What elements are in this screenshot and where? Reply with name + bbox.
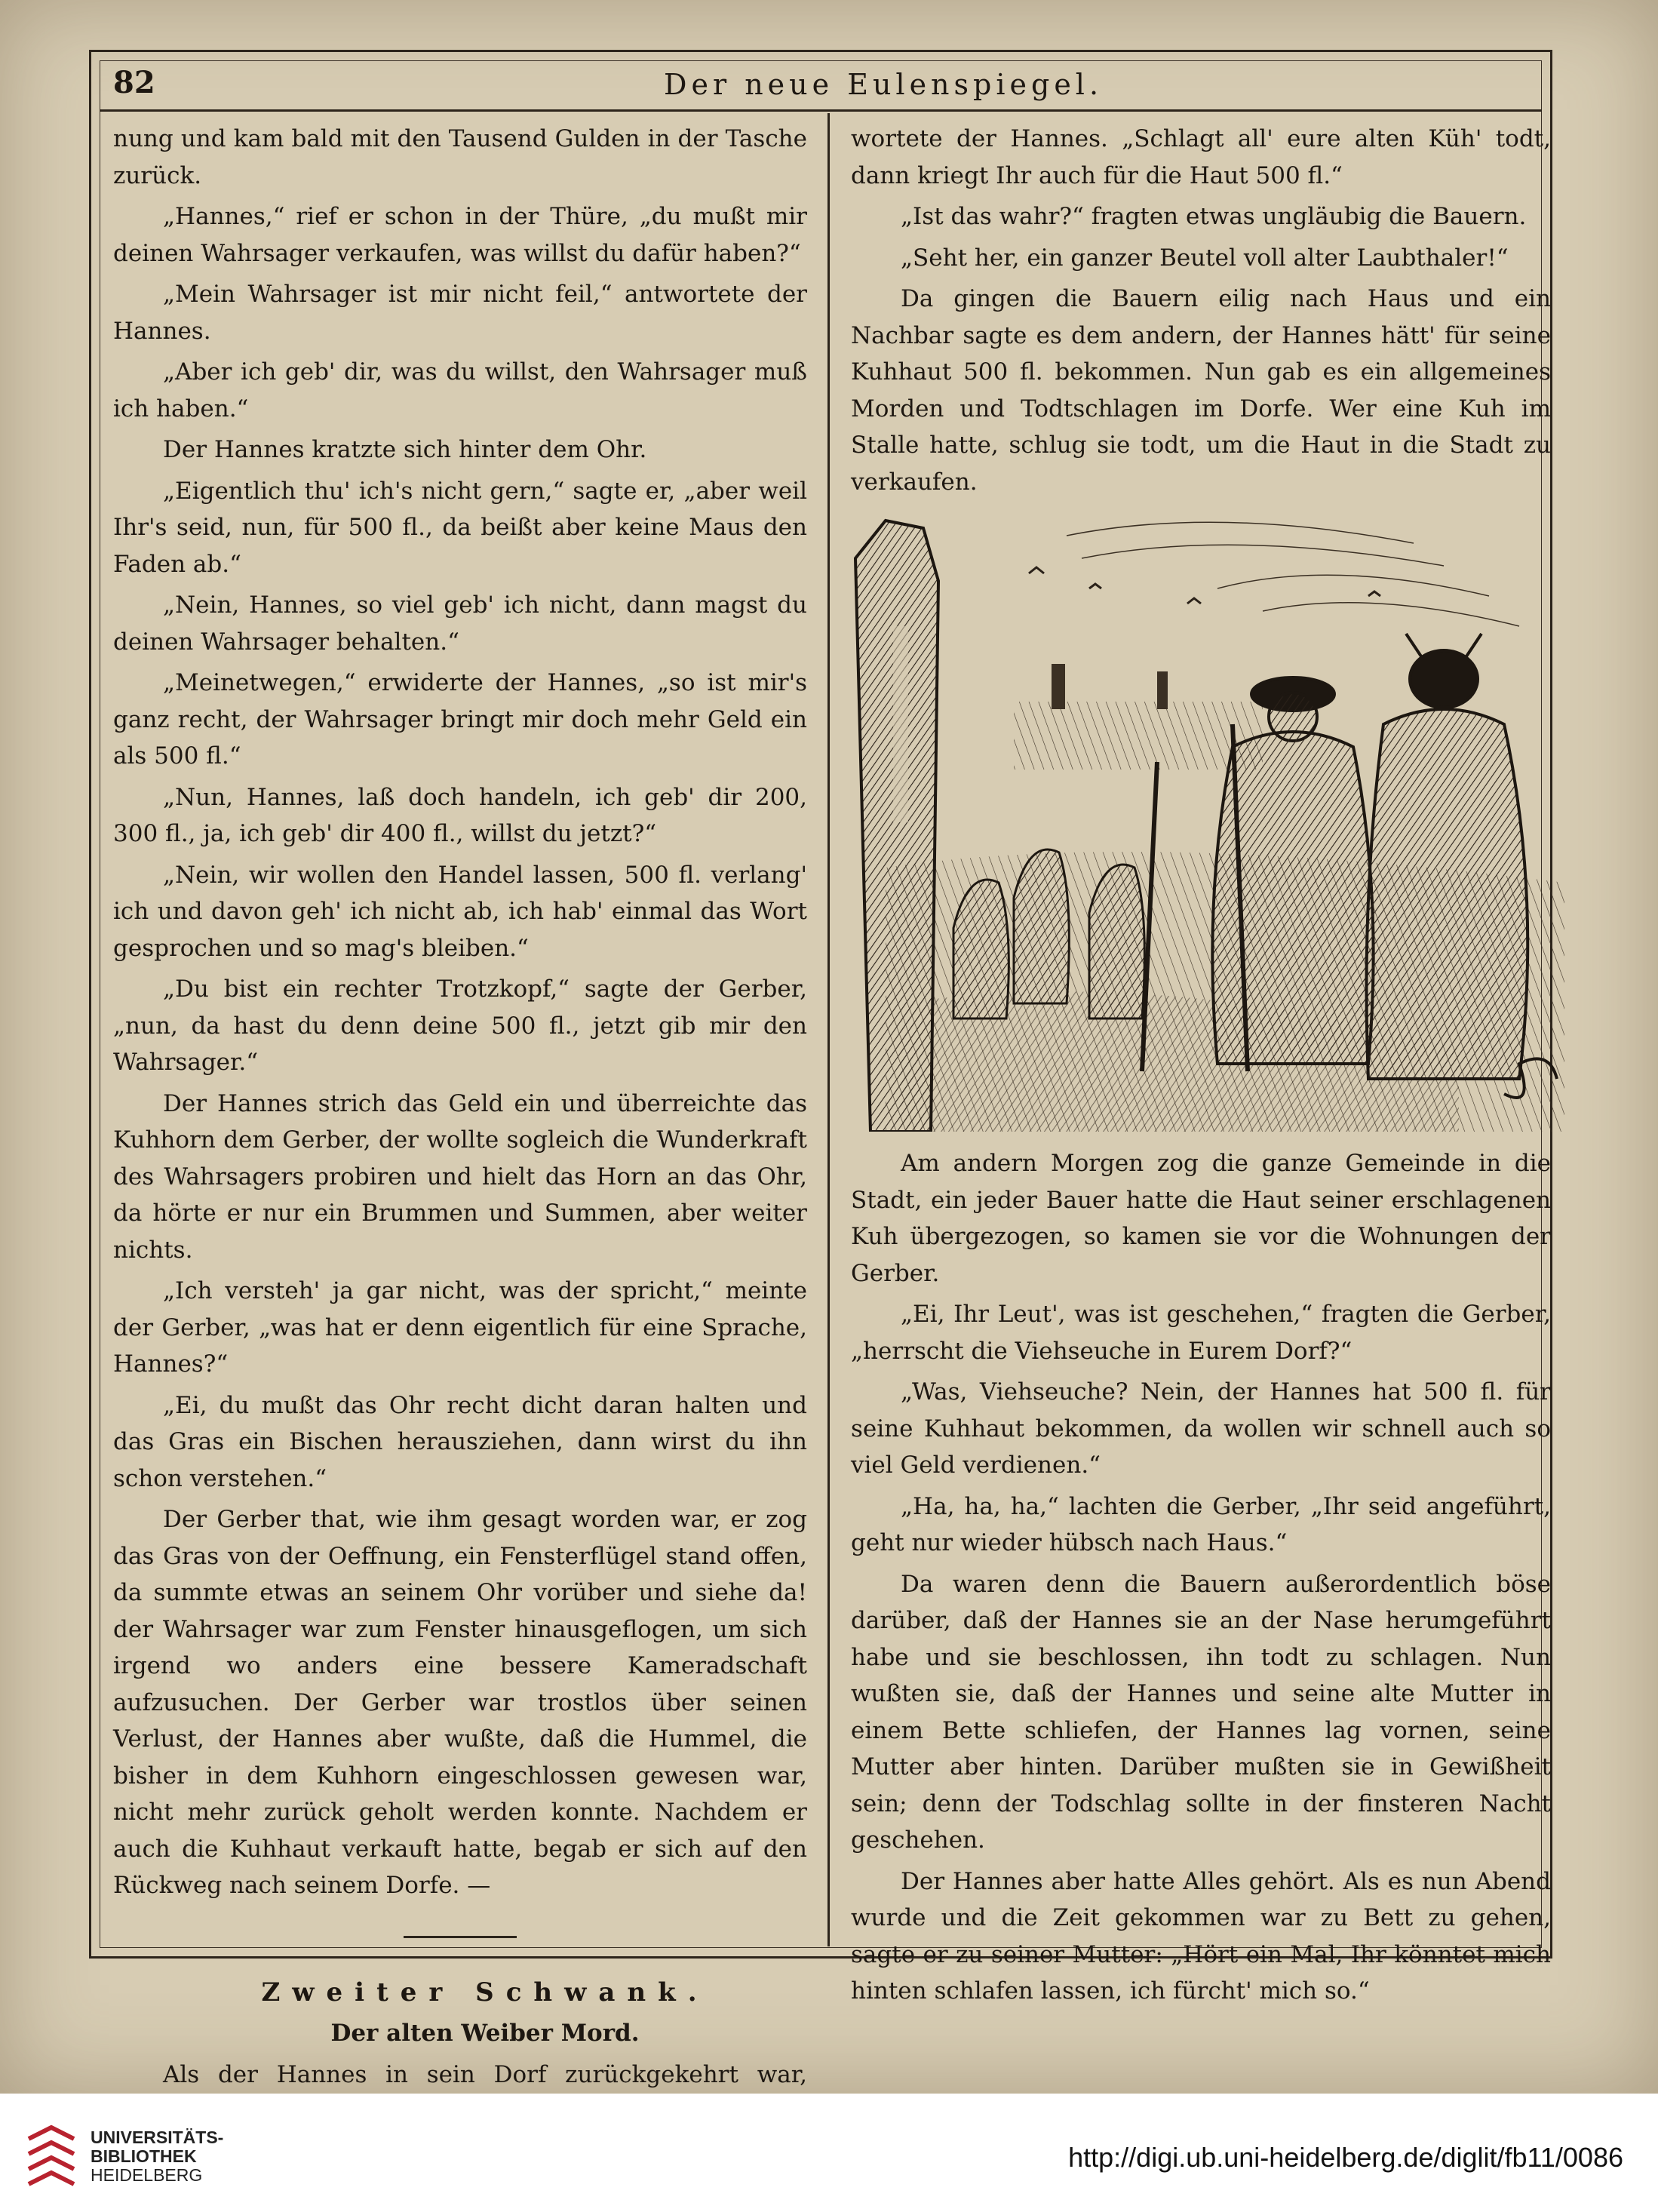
paragraph: Der Hannes kratzte sich hinter dem Ohr. xyxy=(163,436,647,463)
distant-town xyxy=(1014,702,1263,770)
paragraph: nung und kam bald mit den Tausend Gulden in der Tasche zurück. xyxy=(113,125,807,189)
paragraph: „Ei, Ihr Leut', was ist geschehen,“ fragten die Gerber, „herrscht die Viehseuche in Eurem Dorf?“ xyxy=(851,1301,1551,1365)
paragraph: „Nein, Hannes, so viel geb' ich nicht, dann magst du deinen Wahrsager behalten.“ xyxy=(113,591,807,656)
section-title: Zweiter Schwank. xyxy=(261,1977,709,2008)
library-logo-icon xyxy=(21,2124,81,2192)
section-divider xyxy=(404,1936,517,1938)
library-name-line: UNIVERSITÄTS- xyxy=(91,2128,224,2147)
library-footer xyxy=(0,2094,1658,2212)
paragraph: Da gingen die Bauern eilig nach Haus und ein Nachbar sagte es dem andern, der Hannes hätt' für seine Kuhhaut 500 fl. bekommen. Nun gab es ein allgemeines Morden und Todtschlagen im Dorfe. Wer eine Kuh im Stalle hatte, schlug sie todt, um die Haut in die Stadt zu verkaufen. xyxy=(851,285,1551,496)
paragraph: Der Hannes aber hatte Alles gehört. Als es nun Abend wurde und die Zeit gekommen war zu Bett zu gehen, sagte er zu seiner Mutter: „Hört ein Mal, Ihr könntet mich hinten schlafen lassen, ich fürcht' mich so.“ xyxy=(851,1867,1551,2005)
paragraph: „Nein, wir wollen den Handel lassen, 500 fl. verlang' ich und davon geh' ich nicht ab, ich hab' einmal das Wort gesprochen und so mag's bleiben.“ xyxy=(113,861,807,962)
paragraph: wortete der Hannes. „Schlagt all' eure alten Küh' todt, dann kriegt Ihr auch für die Haut 500 fl.“ xyxy=(851,125,1551,189)
woodcut-illustration xyxy=(840,475,1572,1132)
paragraph: „Ich versteh' ja gar nicht, was der spricht,“ meinte der Gerber, „was hat er denn eigentlich für eine Sprache, Hannes?“ xyxy=(113,1277,807,1378)
sky-hatching xyxy=(1067,522,1519,626)
paragraph: „Seht her, ein ganzer Beutel voll alter Laubthaler!“ xyxy=(901,244,1509,272)
paragraph: Der Hannes strich das Geld ein und überreichte das Kuhhorn dem Gerber, der wollte sogleich die Wunderkraft des Wahrsagers probiren und hielt das Horn an das Ohr, da hörte er nur ein Brummen und Summen, aber weiter nichts. xyxy=(113,1089,807,1264)
library-name xyxy=(91,2128,223,2185)
paragraph: „Nun, Hannes, laß doch handeln, ich geb' dir 200, 300 fl., ja, ich geb' dir 400 fl., willst du jetzt?“ xyxy=(113,783,807,847)
paragraph: Als der Hannes in sein Dorf zurückgekehrt war, xyxy=(163,2060,807,2088)
paragraph: Der Gerber that, wie ihm gesagt worden war, er zog das Gras von der Oeffnung, ein Fensterflügel stand offen, da summte etwas an seinem Ohr vorüber und siehe da! der Wahrsager war zum Fenster hinausgeflogen, um sich irgend wo anders eine bessere Kameradschaft aufzusuchen. Der Gerber war trostlos über seinen Verlust, der Hannes aber wußte, daß die Hummel, die bisher in dem Kuhhorn eingeschlossen gewesen war, nicht mehr zurück geholt werden konnte. Nachdem er auch die Kuhhaut verkauft hatte, begab er sich auf den Rückweg nach seinem Dorfe. — xyxy=(113,1506,807,1899)
paragraph: „Hannes,“ rief er schon in der Thüre, „du mußt mir deinen Wahrsager verkaufen, was willst du dafür haben?“ xyxy=(113,203,807,267)
running-title: Der neue Eulenspiegel. xyxy=(664,68,1104,101)
birds xyxy=(1029,567,1380,604)
page-number: 82 xyxy=(113,65,155,100)
wayside-pillar xyxy=(855,521,938,1132)
paragraph: „Aber ich geb' dir, was du willst, den Wahrsager muß ich haben.“ xyxy=(113,358,807,422)
paragraph: „Du bist ein rechter Trotzkopf,“ sagte der Gerber, „nun, da hast du denn deine 500 fl., jetzt gib mir den Wahrsager.“ xyxy=(113,975,807,1076)
right-column-bottom xyxy=(851,1145,1551,2014)
left-column xyxy=(113,121,807,2094)
library-name-line: HEIDELBERG xyxy=(91,2165,203,2185)
right-column-top xyxy=(851,121,1551,505)
paragraph: „Mein Wahrsager ist mir nicht feil,“ antwortete der Hannes. xyxy=(113,281,807,345)
paragraph: „Ist das wahr?“ fragten etwas ungläubig die Bauern. xyxy=(901,203,1527,230)
source-url-link[interactable]: http://digi.ub.uni-heidelberg.de/diglit/fb11/0086 xyxy=(1068,2142,1623,2173)
paragraph: „Ha, ha, ha,“ lachten die Gerber, „Ihr seid angeführt, geht nur wieder hübsch nach Haus.“ xyxy=(851,1492,1551,1556)
section-subtitle: Der alten Weiber Mord. xyxy=(330,2020,640,2047)
paragraph: Am andern Morgen zog die ganze Gemeinde in die Stadt, ein jeder Bauer hatte die Haut seiner erschlagenen Kuh übergezogen, so kamen sie vor die Wohnungen der Gerber. xyxy=(851,1150,1551,1287)
paragraph: Da waren denn die Bauern außerordentlich böse darüber, daß der Hannes sie an der Nase herumgeführt habe und sie beschlossen, ihn todt zu schlagen. Nun wußten sie, daß der Hannes und seine alte Mutter in einem Bette schliefen, der Hannes lag vornen, seine Mutter aber hinten. Darüber mußten sie in Gewißheit sein; denn der Todschlag sollte in der finsteren Nacht geschehen. xyxy=(851,1570,1551,1854)
paragraph: „Ei, du mußt das Ohr recht dicht daran halten und das Gras ein Bischen herausziehen, dann wirst du ihn schon verstehen.“ xyxy=(113,1391,807,1492)
cow-headed-figure xyxy=(1367,634,1528,1079)
paragraph: „Meinetwegen,“ erwiderte der Hannes, „so ist mir's ganz recht, der Wahrsager bringt mir doch mehr Geld ein als 500 fl.“ xyxy=(113,669,807,770)
header-rule xyxy=(100,109,1542,112)
library-name-line: BIBLIOTHEK xyxy=(91,2146,197,2166)
paragraph: „Was, Viehseuche? Nein, der Hannes hat 500 fl. für seine Kuhhaut bekommen, da wollen wir schnell auch so viel Geld verdienen.“ xyxy=(851,1378,1551,1479)
paragraph: „Eigentlich thu' ich's nicht gern,“ sagte er, „aber weil Ihr's seid, nun, für 500 fl., da beißt aber keine Maus den Faden ab.“ xyxy=(113,477,807,578)
column-divider xyxy=(827,113,830,1946)
